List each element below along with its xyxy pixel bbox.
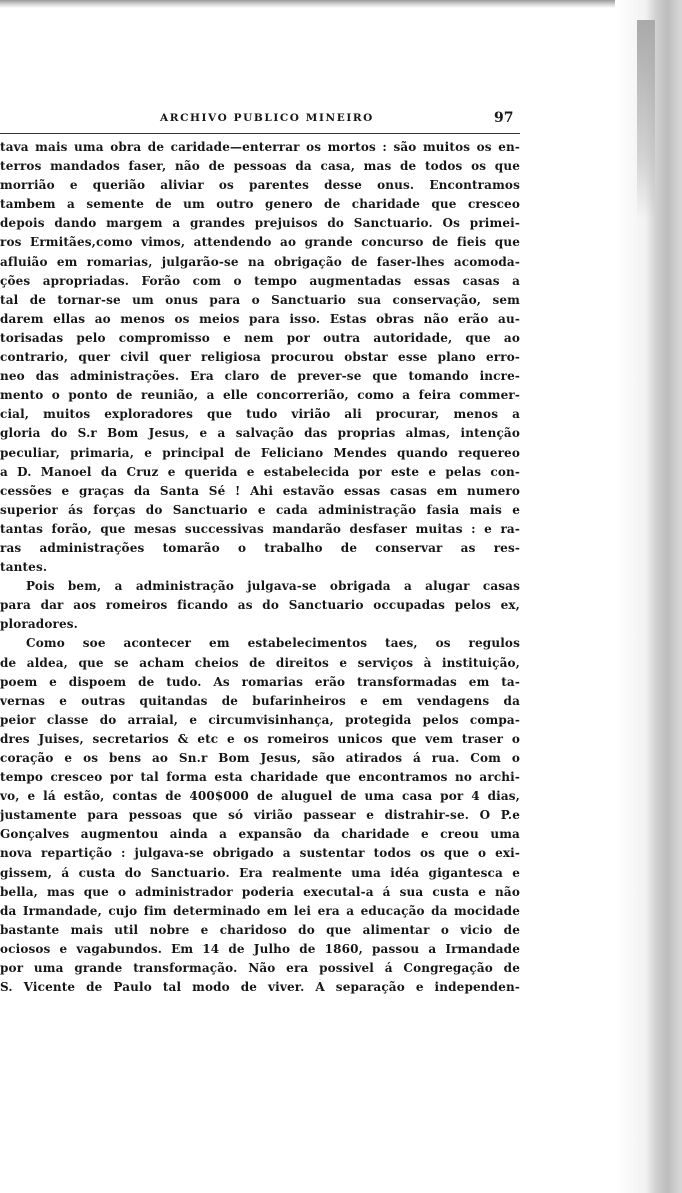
text-line: gissem, á custa do Sanctuario. Era realmente uma idéa gigantesca e [0,865,520,880]
text-line: tava mais uma obra de caridade—enterrar os mortos : são muitos os en- [0,140,520,154]
text-line: ras administrações tomarão o trabalho de conservar as res- [0,540,520,555]
text-line: tantes. [0,560,48,575]
text-line: neo das administrações. Era claro de prever-se que tomando incre- [0,369,520,384]
text-line: ções apropriadas. Forão com o tempo augmentadas essas casas a [0,273,520,288]
text-line: da Irmandade, cujo fim determinado em lei era a educação da mocidade [0,903,520,918]
text-line: tantas forão, que mesas successivas mandarão desfaser muitas : e ra- [0,521,520,536]
text-line: bastante mais util nobre e charidoso do que alimentar o vicio de [0,922,520,937]
text-line: para dar aos romeiros ficando as do Sanctuario occupadas pelos ex, [0,598,520,613]
text-line: mento o ponto de reunião, a elle concorrerião, como a feira commer- [0,388,520,403]
header-rule [0,133,520,134]
text-line: cial, muitos exploradores que tudo virião ali procurar, menos a [0,407,520,422]
text-line: torisadas pelo compromisso e nem por outra autoridade, que ao [0,330,520,345]
page-top-border [0,0,682,8]
text-line: tambem a semente de um outro genero de charidade que cresceo [0,197,520,212]
text-line: depois dando margem a grandes prejuisos do Sanctuario. Os primei- [0,216,520,231]
text-line: superior ás forças do Sanctuario e cada administração fasia mais e [0,502,520,517]
running-header [0,110,520,130]
text-line: Pois bem, a administração julgava-se obrigada a alugar casas [26,579,520,594]
text-line: ploradores. [0,617,78,632]
text-line: terros mandados faser, não de pessoas da casa, mas de todos os que [0,159,520,174]
text-line: morrião e querião aliviar os parentes desse onus. Encontramos [0,178,520,193]
text-line: vo, e lá estão, contas de 400$000 de aluguel de uma casa por 4 dias, [0,789,520,804]
text-line: poem e dispoem de tudo. As romarias erão transformadas em ta- [0,674,520,689]
text-line: ros Ermitães,como vimos, attendendo ao grande concurso de fieis que [0,235,520,250]
text-line: ociosos e vagabundos. Em 14 de Julho de 1860, passou a Irmandade [0,941,520,956]
text-line: contrario, quer civil quer religiosa procurou obstar esse plano erro- [0,350,520,365]
text-line: S. Vicente de Paulo tal modo de viver. A separação e independen- [0,980,520,995]
text-line: tal de tornar-se um onus para o Sanctuario sua conservação, sem [0,292,520,307]
text-line: tempo cresceo por tal forma esta charidade que encontramos no archi- [0,770,520,785]
text-line: cessões e graças da Santa Sé ! Ahi estavão essas casas em numero [0,483,520,498]
text-line: bella, mas que o administrador poderia executal-a á sua custa e não [0,884,520,899]
text-line: de aldea, que se acham cheios de direitos e serviços à instituição, [0,655,520,670]
text-line: por uma grande transformação. Não era possivel á Congregação de [0,961,520,976]
text-line: justamente para pessoas que só virião passear e distrahir-se. O P.e [0,808,520,823]
text-line: peculiar, primaria, e principal de Feliciano Mendes quando requereo [0,445,520,460]
scan-page-edge [615,0,682,1193]
body-text [0,138,520,997]
text-line: gloria do S.r Bom Jesus, e a salvação das proprias almas, intenção [0,426,520,441]
text-line: darem ellas ao menos os meios para isso. Estas obras não erão au- [0,311,520,326]
text-line: peior classe do arraial, e circumvisinhança, protegida pelos compa- [0,712,520,727]
text-line: Como soe acontecer em estabelecimentos taes, os regulos [26,636,520,651]
page-number: 97 [494,110,514,126]
text-line: coração e os bens ao Sn.r Bom Jesus, são atirados á rua. Com o [0,751,520,765]
text-line: nova repartição : julgava-se obrigado a sustentar todos os que o exi- [0,846,520,861]
text-line: afluião em romarias, julgarão-se na obrigação de faser-lhes acomoda- [0,254,520,269]
text-line: dres Juises, secretarios & etc e os romeiros unicos que vem traser o [0,731,520,746]
text-line: a D. Manoel da Cruz e querida e estabelecida por este e pelas con- [0,464,520,479]
header-title: ARCHIVO PUBLICO MINEIRO [160,112,374,124]
text-line: vernas e outras quitandas de bufarinheiros e em vendagens da [0,693,520,708]
text-line: Gonçalves augmentou ainda a expansão da charidade e creou uma [0,827,520,842]
